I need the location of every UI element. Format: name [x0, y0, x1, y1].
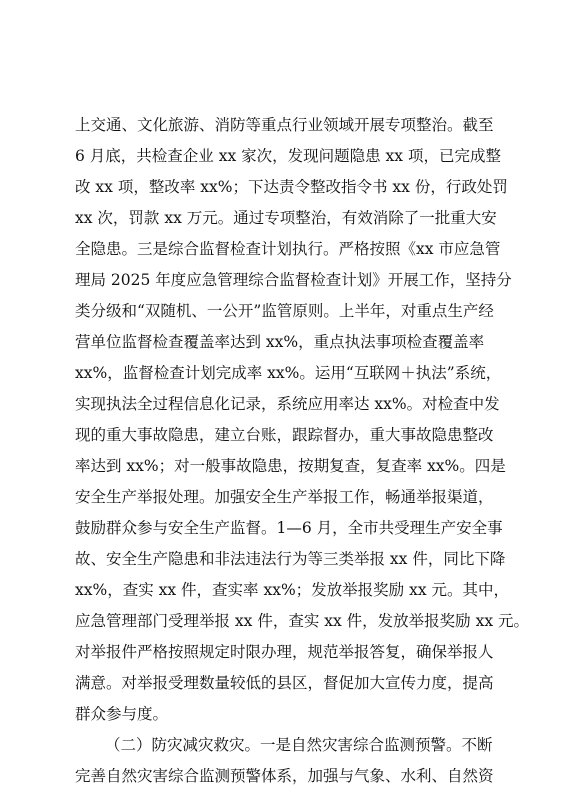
text-line: 理局 2025 年度应急管理综合监督检查计划》开展工作，坚持分: [75, 271, 512, 289]
text-line: 类分级和“双随机、一公开”监管原则。上半年，对重点生产经: [75, 302, 494, 320]
text-line: 实现执法全过程信息化记录，系统应用率达 xx%。对检查中发: [75, 395, 500, 413]
text-line: 全隐患。三是综合监督检查计划执行。严格按照《xx 市应急管: [75, 240, 501, 258]
text-line: 率达到 xx%；对一般事故隐患，按期复查，复查率 xx%。四是: [75, 457, 506, 475]
text-line: 现的重大事故隐患，建立台账，跟踪督办，重大事故隐患整改: [75, 426, 494, 444]
text-line: 上交通、文化旅游、消防等重点行业领域开展专项整治。截至: [75, 116, 494, 134]
text-line: 安全生产举报处理。加强安全生产举报工作，畅通举报渠道，: [75, 488, 494, 506]
text-line: 群众参与度。: [75, 705, 169, 723]
text-line: 对举报件严格按照规定时限办理，规范举报答复，确保举报人: [75, 643, 494, 661]
text-line: xx%，查实 xx 件，查实率 xx%；发放举报奖励 xx 元。其中，: [75, 581, 510, 599]
text-line: 改 xx 项，整改率 xx%；下达责令整改指令书 xx 份，行政处罚: [75, 178, 508, 196]
text-line: 满意。对举报受理数量较低的县区，督促加大宣传力度，提高: [75, 674, 494, 692]
section-heading-line: （二）防灾减灾救灾。一是自然灾害综合监测预警。不断: [105, 736, 493, 754]
text-line: 营单位监督检查覆盖率达到 xx%，重点执法事项检查覆盖率: [75, 333, 485, 351]
text-line: xx 次，罚款 xx 万元。通过专项整治，有效消除了一批重大安: [75, 209, 497, 227]
text-line: xx%，监督检查计划完成率 xx%。运用“互联网＋执法”系统，: [75, 364, 502, 382]
text-line: 6 月底，共检查企业 xx 家次，发现问题隐患 xx 项，已完成整: [75, 147, 501, 165]
text-line: 故、安全生产隐患和非法违法行为等三类举报 xx 件，同比下降: [75, 550, 506, 568]
text-line: 完善自然灾害综合监测预警体系，加强与气象、水利、自然资: [75, 767, 494, 785]
text-line: 鼓励群众参与安全生产监督。1—6 月，全市共受理生产安全事: [75, 519, 503, 537]
text-line: 应急管理部门受理举报 xx 件，查实 xx 件，发放举报奖励 xx 元。: [75, 612, 530, 630]
